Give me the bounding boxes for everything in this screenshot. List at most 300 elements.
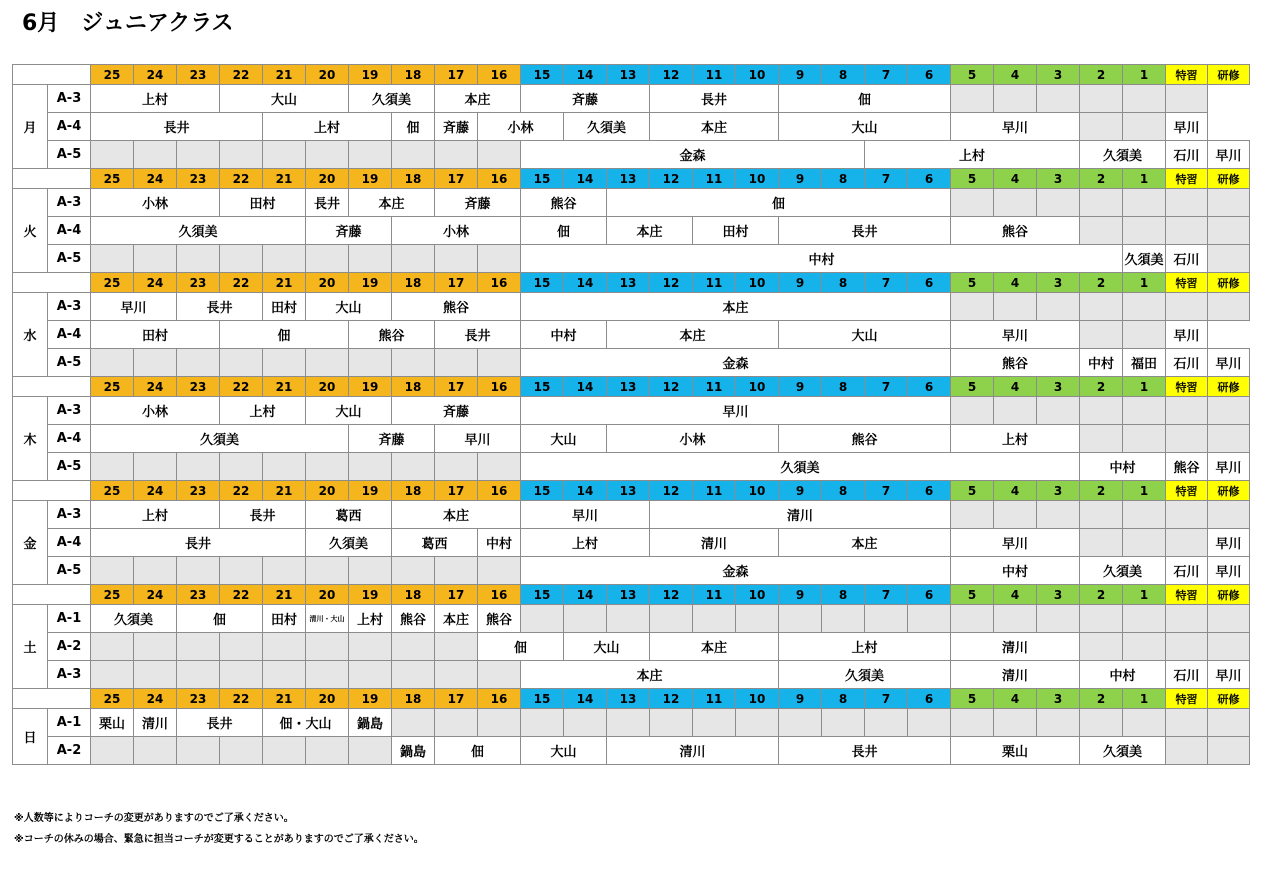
- class-label: A-4: [48, 217, 91, 245]
- header-cell: 特習: [1166, 169, 1208, 189]
- header-cell: 19: [349, 585, 392, 605]
- class-label: A-5: [48, 245, 91, 273]
- empty-cell: [220, 245, 263, 273]
- header-cell: 11: [693, 481, 736, 501]
- empty-cell: [134, 349, 177, 377]
- coach-cell: 久須美: [1080, 557, 1166, 585]
- empty-cell: [994, 293, 1037, 321]
- empty-cell: [1166, 737, 1208, 765]
- class-row: [13, 737, 1250, 765]
- day-label: 金: [13, 501, 48, 585]
- empty-cell: [1166, 189, 1208, 217]
- header-cell: 2: [1080, 169, 1123, 189]
- empty-cell: [220, 737, 263, 765]
- empty-cell: [564, 605, 607, 633]
- empty-cell: [263, 349, 306, 377]
- empty-cell: [607, 605, 650, 633]
- header-cell: 19: [349, 689, 392, 709]
- header-cell: 9: [779, 481, 822, 501]
- empty-cell: [1080, 293, 1123, 321]
- empty-cell: [220, 453, 263, 481]
- header-cell: 4: [994, 273, 1037, 293]
- empty-cell: [306, 245, 349, 273]
- header-cell: 11: [693, 273, 736, 293]
- header-cell: 10: [736, 689, 779, 709]
- class-label: A-1: [48, 709, 91, 737]
- header-row: [13, 273, 1250, 293]
- header-cell: 21: [263, 273, 306, 293]
- header-cell: 1: [1123, 481, 1166, 501]
- empty-cell: [1208, 245, 1250, 273]
- empty-cell: [736, 605, 779, 633]
- notes: [14, 808, 424, 850]
- header-cell: 23: [177, 585, 220, 605]
- empty-cell: [650, 605, 693, 633]
- header-cell: 25: [91, 585, 134, 605]
- class-label: A-1: [48, 605, 91, 633]
- empty-cell: [91, 141, 134, 169]
- header-cell: 12: [650, 273, 693, 293]
- coach-cell: 早川: [91, 293, 177, 321]
- header-cell: 12: [650, 689, 693, 709]
- class-label: A-4: [48, 113, 91, 141]
- coach-cell: 斉藤: [521, 85, 650, 113]
- empty-cell: [91, 661, 134, 689]
- empty-cell: [263, 737, 306, 765]
- coach-cell: 上村: [951, 425, 1080, 453]
- header-cell: 19: [349, 65, 392, 85]
- coach-cell: 早川: [1166, 113, 1208, 141]
- header-cell: 1: [1123, 377, 1166, 397]
- empty-cell: [1123, 425, 1166, 453]
- coach-cell: 久須美: [779, 661, 951, 689]
- empty-cell: [177, 737, 220, 765]
- header-cell: 25: [91, 481, 134, 501]
- coach-cell: 久須美: [1123, 245, 1166, 273]
- empty-cell: [478, 245, 521, 273]
- empty-cell: [994, 85, 1037, 113]
- header-row: [13, 377, 1250, 397]
- header-cell: 13: [607, 273, 650, 293]
- coach-cell: 田村: [220, 189, 306, 217]
- header-cell: 21: [263, 377, 306, 397]
- header-cell: 17: [435, 689, 478, 709]
- schedule-table: [12, 64, 1250, 765]
- empty-cell: [607, 709, 650, 737]
- class-label: A-4: [48, 529, 91, 557]
- header-cell: 7: [865, 481, 908, 501]
- header-cell: 13: [607, 585, 650, 605]
- header-blank: [13, 585, 91, 605]
- header-cell: 20: [306, 377, 349, 397]
- day-label: 土: [13, 605, 48, 689]
- empty-cell: [349, 349, 392, 377]
- header-cell: 2: [1080, 65, 1123, 85]
- header-cell: 8: [822, 481, 865, 501]
- header-cell: 1: [1123, 169, 1166, 189]
- header-cell: 研修: [1208, 65, 1250, 85]
- note-line: ※人数等によりコーチの変更がありますのでご了承ください。: [14, 813, 294, 824]
- day-label: 火: [13, 189, 48, 273]
- coach-cell: 上村: [263, 113, 392, 141]
- header-cell: 14: [564, 169, 607, 189]
- class-row: [13, 557, 1250, 585]
- empty-cell: [1208, 605, 1250, 633]
- note-line: ※コーチの休みの場合、緊急に担当コーチが変更することがありますのでご了承ください。: [14, 834, 424, 845]
- header-cell: 8: [822, 689, 865, 709]
- class-row: [13, 633, 1250, 661]
- coach-cell: 小林: [478, 113, 564, 141]
- empty-cell: [392, 245, 435, 273]
- header-cell: 3: [1037, 65, 1080, 85]
- header-cell: 24: [134, 585, 177, 605]
- coach-cell: 本庄: [435, 605, 478, 633]
- header-cell: 15: [521, 65, 564, 85]
- empty-cell: [306, 349, 349, 377]
- empty-cell: [1208, 425, 1250, 453]
- coach-cell: 鍋島: [349, 709, 392, 737]
- class-row: [13, 501, 1250, 529]
- header-cell: 18: [392, 377, 435, 397]
- coach-cell: 本庄: [392, 501, 521, 529]
- coach-cell: 上村: [349, 605, 392, 633]
- header-cell: 3: [1037, 273, 1080, 293]
- coach-cell: 上村: [521, 529, 650, 557]
- coach-cell: 熊谷: [1166, 453, 1208, 481]
- coach-cell: 斉藤: [349, 425, 435, 453]
- class-row: [13, 217, 1250, 245]
- coach-cell: 中村: [1080, 349, 1123, 377]
- header-cell: 19: [349, 169, 392, 189]
- coach-cell: 小林: [91, 189, 220, 217]
- header-cell: 9: [779, 169, 822, 189]
- empty-cell: [134, 453, 177, 481]
- coach-cell: 栗山: [951, 737, 1080, 765]
- class-row: [13, 85, 1250, 113]
- class-label: A-5: [48, 141, 91, 169]
- header-cell: 11: [693, 585, 736, 605]
- empty-cell: [1166, 633, 1208, 661]
- coach-cell: 早川: [1208, 661, 1250, 689]
- coach-cell: 本庄: [607, 217, 693, 245]
- header-cell: 15: [521, 689, 564, 709]
- header-cell: 5: [951, 481, 994, 501]
- coach-cell: 本庄: [521, 293, 951, 321]
- header-cell: 6: [908, 377, 951, 397]
- coach-cell: 熊谷: [951, 349, 1080, 377]
- header-cell: 21: [263, 689, 306, 709]
- coach-cell: 長井: [650, 85, 779, 113]
- coach-cell: 熊谷: [779, 425, 951, 453]
- empty-cell: [1080, 605, 1123, 633]
- header-cell: 11: [693, 65, 736, 85]
- empty-cell: [521, 605, 564, 633]
- coach-cell: 鍋島: [392, 737, 435, 765]
- empty-cell: [435, 141, 478, 169]
- coach-cell: 上村: [91, 501, 220, 529]
- header-cell: 17: [435, 585, 478, 605]
- coach-cell: 久須美: [306, 529, 392, 557]
- header-cell: 22: [220, 377, 263, 397]
- coach-cell: 小林: [91, 397, 220, 425]
- empty-cell: [91, 557, 134, 585]
- empty-cell: [91, 245, 134, 273]
- coach-cell: 清川: [951, 633, 1080, 661]
- header-row: [13, 169, 1250, 189]
- empty-cell: [392, 141, 435, 169]
- header-cell: 8: [822, 65, 865, 85]
- header-cell: 9: [779, 65, 822, 85]
- coach-cell: 久須美: [91, 217, 306, 245]
- coach-cell: 早川: [1208, 453, 1250, 481]
- header-cell: 13: [607, 65, 650, 85]
- header-cell: 4: [994, 169, 1037, 189]
- day-label: 水: [13, 293, 48, 377]
- empty-cell: [1080, 709, 1123, 737]
- page-title: 6月 ジュニアクラス: [22, 11, 234, 36]
- coach-cell: 田村: [693, 217, 779, 245]
- header-cell: 7: [865, 65, 908, 85]
- header-cell: 11: [693, 689, 736, 709]
- coach-cell: 大山: [779, 113, 951, 141]
- coach-cell: 金森: [521, 557, 951, 585]
- header-cell: 5: [951, 273, 994, 293]
- coach-cell: 佃・大山: [263, 709, 349, 737]
- coach-cell: 福田: [1123, 349, 1166, 377]
- header-cell: 18: [392, 169, 435, 189]
- coach-cell: 大山: [564, 633, 650, 661]
- coach-cell: 熊谷: [478, 605, 521, 633]
- empty-cell: [1123, 501, 1166, 529]
- coach-cell: 栗山: [91, 709, 134, 737]
- coach-cell: 中村: [1080, 453, 1166, 481]
- empty-cell: [1037, 605, 1080, 633]
- empty-cell: [1080, 217, 1123, 245]
- empty-cell: [435, 349, 478, 377]
- empty-cell: [1080, 321, 1123, 349]
- empty-cell: [951, 605, 994, 633]
- empty-cell: [392, 349, 435, 377]
- empty-cell: [177, 245, 220, 273]
- empty-cell: [1123, 85, 1166, 113]
- header-cell: 23: [177, 481, 220, 501]
- class-row: [13, 293, 1250, 321]
- coach-cell: 田村: [263, 605, 306, 633]
- header-cell: 2: [1080, 585, 1123, 605]
- header-cell: 14: [564, 689, 607, 709]
- header-cell: 15: [521, 481, 564, 501]
- header-cell: 3: [1037, 481, 1080, 501]
- empty-cell: [1166, 709, 1208, 737]
- coach-cell: 久須美: [91, 425, 349, 453]
- empty-cell: [1166, 425, 1208, 453]
- empty-cell: [1123, 113, 1166, 141]
- empty-cell: [1123, 633, 1166, 661]
- header-row: [13, 481, 1250, 501]
- header-cell: 9: [779, 689, 822, 709]
- coach-cell: 早川: [1208, 529, 1250, 557]
- empty-cell: [435, 245, 478, 273]
- header-cell: 11: [693, 377, 736, 397]
- header-cell: 2: [1080, 377, 1123, 397]
- coach-cell: 佃: [478, 633, 564, 661]
- header-cell: 1: [1123, 585, 1166, 605]
- header-cell: 14: [564, 65, 607, 85]
- coach-cell: 中村: [951, 557, 1080, 585]
- empty-cell: [951, 189, 994, 217]
- coach-cell: 熊谷: [951, 217, 1080, 245]
- empty-cell: [435, 557, 478, 585]
- header-cell: 14: [564, 481, 607, 501]
- empty-cell: [349, 557, 392, 585]
- coach-cell: 早川: [1208, 349, 1250, 377]
- class-row: [13, 709, 1250, 737]
- header-blank: [13, 689, 91, 709]
- empty-cell: [134, 633, 177, 661]
- empty-cell: [1080, 425, 1123, 453]
- coach-cell: 久須美: [1080, 141, 1166, 169]
- coach-cell: 清川: [951, 661, 1080, 689]
- empty-cell: [951, 397, 994, 425]
- empty-cell: [1208, 633, 1250, 661]
- empty-cell: [392, 633, 435, 661]
- header-cell: 13: [607, 481, 650, 501]
- header-cell: 12: [650, 585, 693, 605]
- header-cell: 7: [865, 585, 908, 605]
- header-cell: 研修: [1208, 169, 1250, 189]
- header-cell: 24: [134, 65, 177, 85]
- empty-cell: [994, 709, 1037, 737]
- header-cell: 6: [908, 689, 951, 709]
- empty-cell: [908, 709, 951, 737]
- header-cell: 21: [263, 169, 306, 189]
- header-cell: 研修: [1208, 481, 1250, 501]
- empty-cell: [91, 453, 134, 481]
- coach-cell: 上村: [220, 397, 306, 425]
- header-cell: 2: [1080, 273, 1123, 293]
- coach-cell: 清川: [650, 501, 951, 529]
- empty-cell: [134, 557, 177, 585]
- header-cell: 10: [736, 585, 779, 605]
- coach-cell: 大山: [779, 321, 951, 349]
- header-cell: 特習: [1166, 689, 1208, 709]
- empty-cell: [306, 661, 349, 689]
- header-cell: 9: [779, 585, 822, 605]
- coach-cell: 久須美: [564, 113, 650, 141]
- coach-cell: 佃: [220, 321, 349, 349]
- empty-cell: [1166, 501, 1208, 529]
- header-blank: [13, 377, 91, 397]
- empty-cell: [865, 709, 908, 737]
- coach-cell: 早川: [1208, 141, 1250, 169]
- header-cell: 23: [177, 689, 220, 709]
- empty-cell: [1080, 501, 1123, 529]
- coach-cell: 石川: [1166, 661, 1208, 689]
- header-cell: 17: [435, 273, 478, 293]
- header-cell: 研修: [1208, 585, 1250, 605]
- header-cell: 17: [435, 169, 478, 189]
- coach-cell: 長井: [779, 217, 951, 245]
- header-cell: 22: [220, 273, 263, 293]
- header-blank: [13, 481, 91, 501]
- header-row: [13, 689, 1250, 709]
- header-cell: 5: [951, 169, 994, 189]
- empty-cell: [1037, 85, 1080, 113]
- day-label: 月: [13, 85, 48, 169]
- header-cell: 23: [177, 169, 220, 189]
- empty-cell: [435, 661, 478, 689]
- empty-cell: [951, 709, 994, 737]
- coach-cell: 小林: [392, 217, 521, 245]
- header-cell: 25: [91, 169, 134, 189]
- header-cell: 19: [349, 377, 392, 397]
- header-cell: 3: [1037, 689, 1080, 709]
- coach-cell: 清川: [134, 709, 177, 737]
- empty-cell: [1123, 605, 1166, 633]
- header-cell: 4: [994, 65, 1037, 85]
- coach-cell: 上村: [779, 633, 951, 661]
- coach-cell: 本庄: [521, 661, 779, 689]
- header-cell: 10: [736, 65, 779, 85]
- empty-cell: [478, 349, 521, 377]
- empty-cell: [1123, 709, 1166, 737]
- empty-cell: [220, 557, 263, 585]
- coach-cell: 長井: [435, 321, 521, 349]
- header-cell: 25: [91, 273, 134, 293]
- empty-cell: [1123, 189, 1166, 217]
- coach-cell: 長井: [177, 709, 263, 737]
- header-cell: 12: [650, 377, 693, 397]
- header-cell: 1: [1123, 689, 1166, 709]
- class-label: A-5: [48, 349, 91, 377]
- header-cell: 16: [478, 481, 521, 501]
- coach-cell: 金森: [521, 141, 865, 169]
- coach-cell: 長井: [779, 737, 951, 765]
- header-cell: 22: [220, 481, 263, 501]
- empty-cell: [349, 661, 392, 689]
- empty-cell: [1080, 633, 1123, 661]
- header-cell: 15: [521, 273, 564, 293]
- coach-cell: 早川: [521, 397, 951, 425]
- header-cell: 25: [91, 377, 134, 397]
- coach-cell: 小林: [607, 425, 779, 453]
- header-cell: 22: [220, 689, 263, 709]
- empty-cell: [435, 453, 478, 481]
- empty-cell: [822, 709, 865, 737]
- header-row: [13, 65, 1250, 85]
- coach-cell: 佃: [521, 217, 607, 245]
- coach-cell: 久須美: [1080, 737, 1166, 765]
- coach-cell: 清川: [650, 529, 779, 557]
- coach-cell: 石川: [1166, 141, 1208, 169]
- header-cell: 6: [908, 481, 951, 501]
- coach-cell: 長井: [306, 189, 349, 217]
- empty-cell: [1123, 397, 1166, 425]
- empty-cell: [1208, 189, 1250, 217]
- header-cell: 研修: [1208, 689, 1250, 709]
- empty-cell: [779, 605, 822, 633]
- class-label: A-4: [48, 425, 91, 453]
- header-cell: 18: [392, 273, 435, 293]
- header-cell: 24: [134, 689, 177, 709]
- empty-cell: [263, 557, 306, 585]
- empty-cell: [177, 453, 220, 481]
- empty-cell: [392, 709, 435, 737]
- empty-cell: [1037, 189, 1080, 217]
- header-cell: 10: [736, 377, 779, 397]
- header-cell: 17: [435, 481, 478, 501]
- header-cell: 17: [435, 377, 478, 397]
